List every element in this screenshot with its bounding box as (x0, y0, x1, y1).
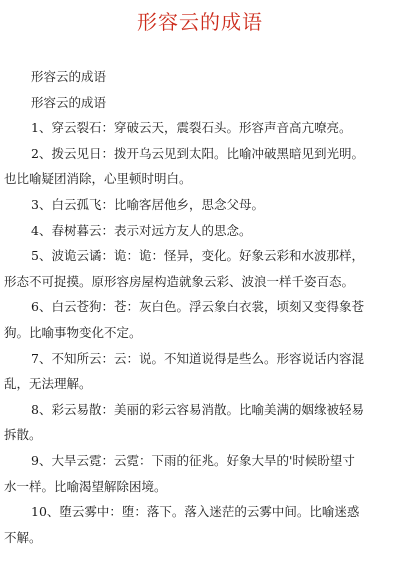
subtitle-line: 形容云的成语 (31, 94, 107, 110)
document-body (4, 64, 392, 550)
idiom-entry-10-continued: 不解。 (4, 529, 42, 545)
idiom-entry-6: 6、白云苍狗：苍：灰白色。浮云象白衣裳，顷刻又变得象苍 (31, 299, 364, 315)
idiom-entry-8-continued: 拆散。 (4, 427, 42, 443)
idiom-entry-8: 8、彩云易散：美丽的彩云容易消散。比喻美满的姻缘被轻易 (31, 401, 364, 417)
idiom-entry-10: 10、堕云雾中：堕：落下。落入迷茫的云雾中间。比喻迷惑 (31, 504, 360, 520)
idiom-entry-6-continued: 狗。比喻事物变化不定。 (4, 324, 142, 340)
idiom-entry-9: 9、大旱云霓：云霓：下雨的征兆。好象大旱的'时候盼望寸 (31, 452, 355, 468)
idiom-entry-2: 2、拨云见日：拨开乌云见到太阳。比喻冲破黑暗见到光明。 (31, 145, 364, 161)
idiom-entry-5: 5、波诡云谲：诡：诡：怪异，变化。好象云彩和水波那样， (31, 248, 364, 264)
idiom-entry-2-continued: 也比喻疑团消除，心里顿时明白。 (4, 171, 192, 187)
idiom-entry-1: 1、穿云裂石：穿破云天，震裂石头。形容声音高亢嘹亮。 (31, 120, 352, 136)
idiom-entry-7: 7、不知所云：云：说。不知道说得是些么。形容说话内容混 (31, 350, 364, 366)
subtitle-line: 形容云的成语 (31, 69, 107, 84)
document-title: 形容云的成语 (137, 10, 263, 34)
idiom-entry-3: 3、白云孤飞：比喻客居他乡，思念父母。 (31, 196, 264, 212)
idiom-entry-4: 4、春树暮云：表示对远方友人的思念。 (31, 222, 252, 238)
idiom-entry-5-continued: 形态不可捉摸。原形容房屋构造就象云彩、波浪一样千姿百态。 (4, 273, 355, 289)
idiom-entry-7-continued: 乱，无法理解。 (4, 376, 92, 392)
idiom-entry-9-continued: 水一样。比喻渴望解除困境。 (4, 478, 167, 494)
